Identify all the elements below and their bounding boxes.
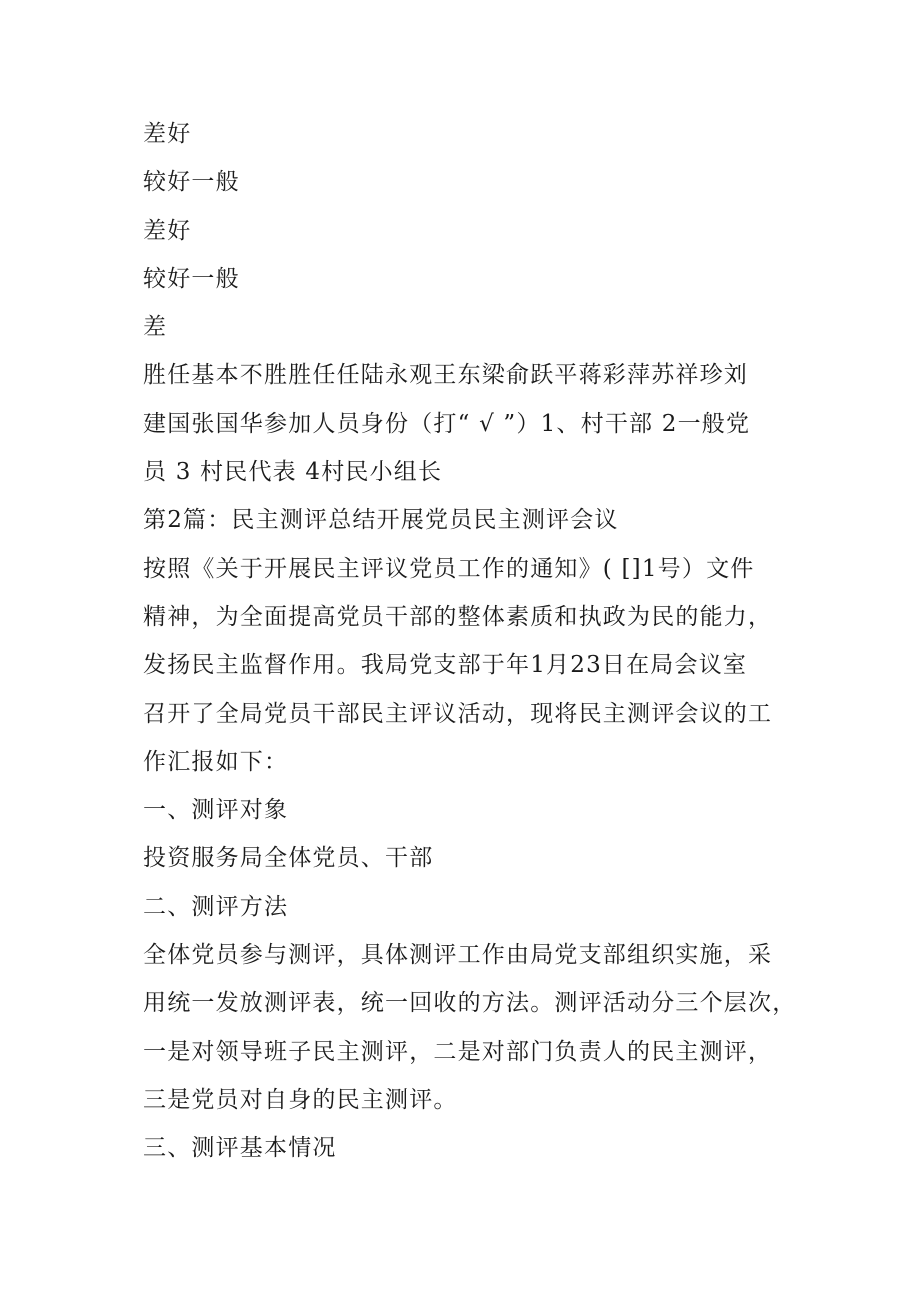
- section-heading-method: 二、测评方法: [143, 893, 289, 920]
- method-line-3: 一是对领导班子民主测评，二是对部门负责人的民主测评，: [143, 1038, 773, 1065]
- intro-line-4: 召开了全局党员干部民主评议活动，现将民主测评会议的工: [143, 700, 773, 727]
- list-line-1: 胜任基本不胜胜任任陆永观王东梁俞跃平蒋彩萍苏祥珍刘: [143, 362, 748, 389]
- section-heading-targets: 一、测评对象: [143, 797, 289, 824]
- intro-line-1: 按照《关于开展民主评议党员工作的通知》( []1号）文件: [143, 555, 755, 582]
- method-line-4: 三是党员对自身的民主测评。: [143, 1086, 458, 1113]
- rating-line-1: 差好: [143, 121, 192, 147]
- intro-line-5: 作汇报如下：: [143, 748, 289, 775]
- rating-line-4: 较好一般: [143, 265, 240, 292]
- list-line-3: 员 3 村民代表 4村民小组长: [143, 459, 443, 486]
- rating-line-2: 较好一般: [143, 169, 240, 196]
- intro-line-2: 精神，为全面提高党员干部的整体素质和执政为民的能力，: [143, 603, 773, 630]
- method-line-2: 用统一发放测评表，统一回收的方法。测评活动分三个层次，: [143, 990, 797, 1017]
- section-heading-basic: 三、测评基本情况: [143, 1135, 337, 1162]
- rating-line-3: 差好: [143, 217, 192, 244]
- intro-line-3: 发扬民主监督作用。我局党支部于年1月23日在局会议室: [143, 652, 748, 679]
- document-page: [143, 110, 803, 1173]
- method-line-1: 全体党员参与测评，具体测评工作由局党支部组织实施，采: [143, 942, 773, 969]
- list-line-2: 建国张国华参加人员身份（打“ √ ”）1、村干部 2一般党: [143, 410, 751, 437]
- article-title: 第2篇：民主测评总结开展党员民主测评会议: [143, 507, 619, 534]
- rating-line-5: 差: [143, 314, 168, 341]
- section-body-targets: 投资服务局全体党员、干部: [143, 845, 434, 872]
